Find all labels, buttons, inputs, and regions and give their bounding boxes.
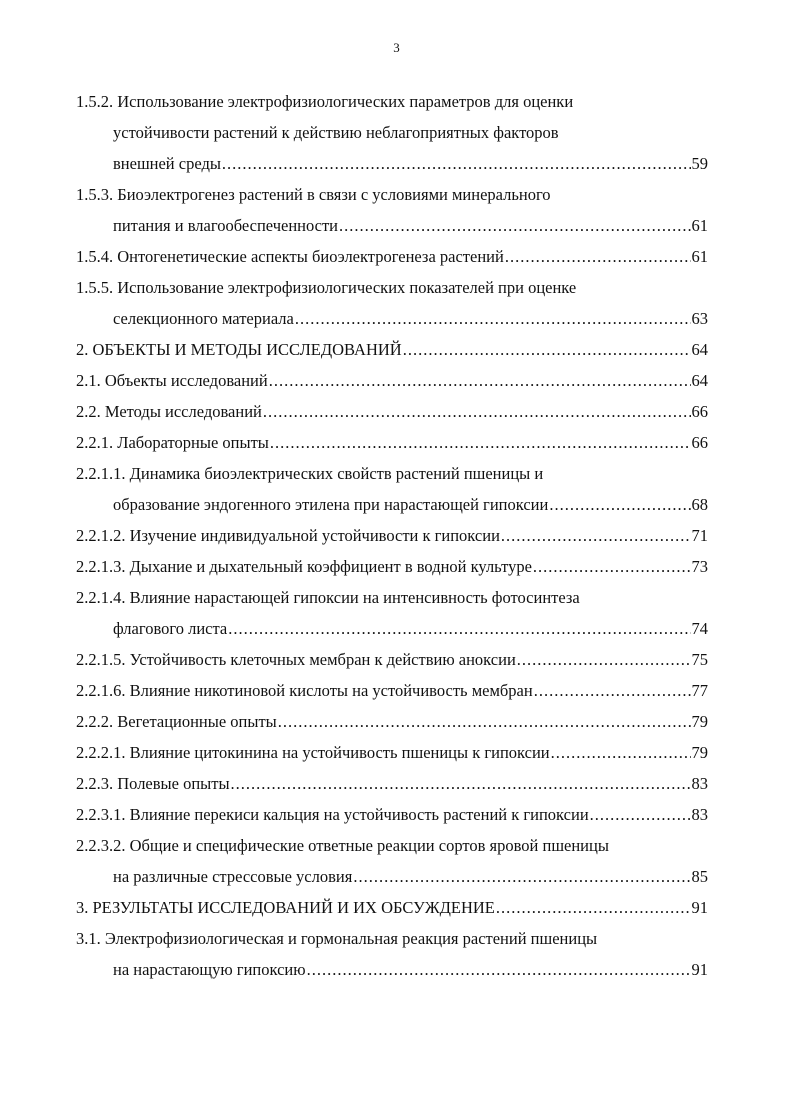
toc-page-number: 83 bbox=[691, 805, 708, 824]
toc-page-number: 68 bbox=[691, 495, 708, 514]
dot-leader bbox=[403, 334, 691, 365]
dot-leader bbox=[590, 799, 691, 830]
toc-entry-title: 2.2.1.5. Устойчивость клеточных мембран к действию аноксии bbox=[76, 650, 516, 669]
toc-entry-text: 2.2.1.4. Влияние нарастающей гипоксии на интенсивность фотосинтеза bbox=[76, 588, 580, 607]
toc-page-number: 66 bbox=[691, 433, 708, 452]
toc-entry bbox=[76, 458, 708, 520]
toc-entry-title: 2.1. Объекты исследований bbox=[76, 371, 268, 390]
toc-entry bbox=[76, 582, 708, 644]
dot-leader bbox=[517, 644, 691, 675]
dot-leader bbox=[295, 303, 691, 334]
toc-entry bbox=[76, 520, 708, 551]
toc-entry-title: 1.5.4. Онтогенетические аспекты биоэлектрогенеза растений bbox=[76, 247, 504, 266]
dot-leader bbox=[353, 861, 690, 892]
dot-leader bbox=[551, 737, 691, 768]
toc-entry bbox=[76, 86, 708, 179]
toc-page-number: 91 bbox=[691, 960, 708, 979]
toc-page-number: 79 bbox=[691, 743, 708, 762]
toc-entry-text: 1.5.2. Использование электрофизиологических параметров для оценки bbox=[76, 92, 574, 111]
toc-entry bbox=[76, 737, 708, 768]
dot-leader bbox=[228, 613, 690, 644]
dot-leader bbox=[505, 241, 691, 272]
toc-entry-title: селекционного материала bbox=[113, 309, 294, 328]
toc-page-number: 59 bbox=[691, 154, 708, 173]
dot-leader bbox=[269, 365, 691, 396]
toc-entry-text: 3.1. Электрофизиологическая и гормональная реакция растений пшеницы bbox=[76, 929, 598, 948]
toc-entry-text: 2.2.3.2. Общие и специфические ответные реакции сортов яровой пшеницы bbox=[76, 836, 609, 855]
dot-leader bbox=[534, 675, 691, 706]
toc-entry bbox=[76, 892, 708, 923]
toc-page-number: 61 bbox=[691, 247, 708, 266]
toc-page-number: 85 bbox=[691, 867, 708, 886]
toc-page-number: 64 bbox=[691, 340, 708, 359]
toc-entry-title: 2.2.2. Вегетационные опыты bbox=[76, 712, 277, 731]
toc-page-number: 63 bbox=[691, 309, 708, 328]
toc-entry-title: 2.2. Методы исследований bbox=[76, 402, 262, 421]
dot-leader bbox=[307, 954, 691, 985]
toc-entry bbox=[76, 768, 708, 799]
toc-page-number: 73 bbox=[691, 557, 708, 576]
toc-page-number: 66 bbox=[691, 402, 708, 421]
dot-leader bbox=[533, 551, 691, 582]
dot-leader bbox=[278, 706, 691, 737]
toc-page-number: 83 bbox=[691, 774, 708, 793]
toc-entry bbox=[76, 365, 708, 396]
toc-page-number: 75 bbox=[691, 650, 708, 669]
toc-entry-title: питания и влагообеспеченности bbox=[113, 216, 338, 235]
toc-entry bbox=[76, 799, 708, 830]
toc-page-number: 71 bbox=[691, 526, 708, 545]
toc-entry-title: 2.2.2.1. Влияние цитокинина на устойчивость пшеницы к гипоксии bbox=[76, 743, 550, 762]
toc-entry-text: устойчивости растений к действию неблагоприятных факторов bbox=[113, 123, 559, 142]
toc-entry-title: 2.2.1. Лабораторные опыты bbox=[76, 433, 269, 452]
toc-entry-text: 2.2.1.1. Динамика биоэлектрических свойств растений пшеницы и bbox=[76, 464, 544, 483]
toc-entry bbox=[76, 179, 708, 241]
toc-entry bbox=[76, 396, 708, 427]
toc-entry bbox=[76, 427, 708, 458]
toc-page-number: 64 bbox=[691, 371, 708, 390]
toc-entry-title: внешней среды bbox=[113, 154, 221, 173]
dot-leader bbox=[222, 148, 691, 179]
dot-leader bbox=[263, 396, 691, 427]
toc-page-number: 77 bbox=[691, 681, 708, 700]
dot-leader bbox=[496, 892, 691, 923]
toc-entry bbox=[76, 272, 708, 334]
toc-entry-text: 1.5.5. Использование электрофизиологических показателей при оценке bbox=[76, 278, 577, 297]
toc-page-number: 61 bbox=[691, 216, 708, 235]
dot-leader bbox=[549, 489, 690, 520]
toc-entry bbox=[76, 334, 708, 365]
toc-entry bbox=[76, 241, 708, 272]
toc-page-number: 74 bbox=[691, 619, 708, 638]
toc-entry-title: 2.2.1.3. Дыхание и дыхательный коэффициент в водной культуре bbox=[76, 557, 532, 576]
dot-leader bbox=[270, 427, 691, 458]
toc-entry bbox=[76, 706, 708, 737]
toc-entry-title: 3. РЕЗУЛЬТАТЫ ИССЛЕДОВАНИЙ И ИХ ОБСУЖДЕНИЕ bbox=[76, 898, 495, 917]
dot-leader bbox=[339, 210, 691, 241]
toc-entry-title: 2.2.3.1. Влияние перекиси кальция на устойчивость растений к гипоксии bbox=[76, 805, 589, 824]
page-number: 3 bbox=[393, 40, 400, 55]
toc-entry bbox=[76, 644, 708, 675]
toc-page-number: 79 bbox=[691, 712, 708, 731]
toc-entry bbox=[76, 675, 708, 706]
toc-page-number: 91 bbox=[691, 898, 708, 917]
toc-entry bbox=[76, 830, 708, 892]
toc-entry-title: на различные стрессовые условия bbox=[113, 867, 353, 886]
toc-entry-title: на нарастающую гипоксию bbox=[113, 960, 306, 979]
dot-leader bbox=[231, 768, 691, 799]
table-of-contents bbox=[76, 86, 708, 985]
toc-entry-title: 2.2.1.6. Влияние никотиновой кислоты на устойчивость мембран bbox=[76, 681, 533, 700]
toc-entry-title: образование эндогенного этилена при нарастающей гипоксии bbox=[113, 495, 549, 514]
toc-entry-title: флагового листа bbox=[113, 619, 228, 638]
dot-leader bbox=[501, 520, 691, 551]
toc-entry-title: 2. ОБЪЕКТЫ И МЕТОДЫ ИССЛЕДОВАНИЙ bbox=[76, 340, 402, 359]
toc-entry-title: 2.2.3. Полевые опыты bbox=[76, 774, 230, 793]
toc-entry bbox=[76, 551, 708, 582]
toc-entry-title: 2.2.1.2. Изучение индивидуальной устойчивости к гипоксии bbox=[76, 526, 500, 545]
toc-entry-text: 1.5.3. Биоэлектрогенез растений в связи с условиями минерального bbox=[76, 185, 551, 204]
toc-entry bbox=[76, 923, 708, 985]
